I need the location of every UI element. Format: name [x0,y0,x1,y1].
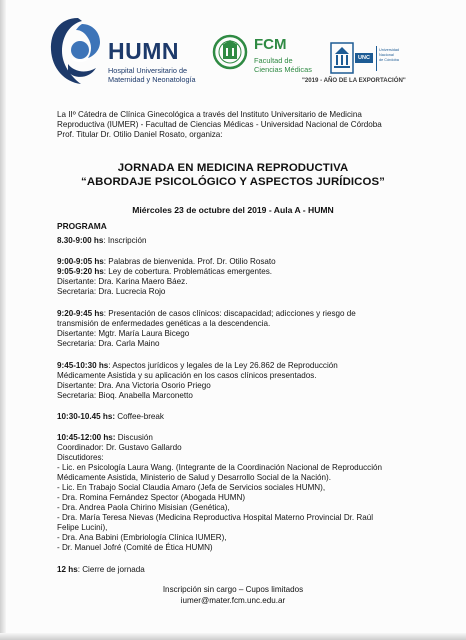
schedule-detail: Discutidores: [57,453,104,462]
schedule-time: 9:20-9:45 hs [57,309,104,318]
discussant-item: - Dra. Ana Babini (Embriología Clínica IUMER), [57,533,227,542]
intro-line-3: Prof. Titular Dr. Otilio Daniel Rosato, organiza: [57,130,223,139]
discussant-item: - Lic. En Trabajo Social Claudia Amaro (Jefa de Servicios sociales HUMN), [57,483,326,492]
discussant-item: - Lic. en Psicología Laura Wang. (Integrante de la Coordinación Nacional de Reproducción [57,463,382,472]
schedule-time: 9:45-10:30 hs [57,361,109,370]
schedule-detail: Secretaria: Dra. Carla Maino [57,339,160,348]
unc-text-3: de Córdoba [379,58,399,62]
schedule-text: : Inscripción [103,236,147,245]
fcm-title: FCM [254,36,287,53]
programa-heading: PROGRAMA [57,221,107,231]
intro-line-1: La IIº Cátedra de Clínica Ginecológica a través del Instituto Universitario de Medicina [57,110,362,119]
schedule-time: 9:05-9:20 hs [57,267,104,276]
event-date-line: Miércoles 23 de octubre del 2019 - Aula A - HUMN [132,205,334,215]
schedule-detail: transmisión de enfermedades genéticas a la descendencia. [57,319,271,328]
mother-baby-emblem-icon [48,14,106,88]
registration-note: Inscripción sin cargo – Cupos limitados [162,585,304,594]
year-label: "2019 - AÑO DE LA EXPORTACIÓN" [302,77,406,84]
fcm-subtitle-2: Ciencias Médicas [254,65,312,74]
schedule-time: 10:45-12:00 hs: [57,433,116,442]
schedule-item [57,412,164,422]
discussant-item: - Dra. Romina Fernández Spector (Abogada HUMN) [57,493,246,502]
fcm-logo [212,32,322,76]
schedule-detail: Disertante: Dra. Ana Victoria Osorio Priego [57,381,211,390]
contact-email: iumer@mater.fcm.unc.edu.ar [180,596,286,605]
schedule-text: Coffee-break [115,412,164,421]
schedule-time: 12 hs [57,565,78,574]
schedule-detail: Médicamente Asistida y su aplicación en los casos clínicos presentados. [57,371,317,380]
schedule-detail: Secretaria: Bioq. Anabella Marconetto [57,391,193,400]
schedule-item [57,267,272,277]
humn-subtitle-2: Maternidad y Neonatología [108,75,196,84]
discussant-item: Médicamente Asistida, Ministerio de Salud y Desarrollo Social de la Nación). [57,473,331,482]
humn-logo [48,14,213,88]
event-subtitle: “ABORDAJE PSICOLÓGICO Y ASPECTOS JURÍDICOS” [81,176,385,188]
schedule-detail: Disertante: Mgtr. María Laura Bicego [57,329,190,338]
discussant-item: - Dra. Andrea Paola Chirino Misisian (Genética), [57,503,230,512]
schedule-detail: Coordinador: Dr. Gustavo Gallardo [57,443,182,452]
discussant-item: Felipe Lucini), [57,523,108,532]
humn-title: HUMN [108,38,179,64]
unc-text-1: Universidad [379,48,400,52]
schedule-detail: Secretaria: Dra. Lucrecia Rojo [57,287,166,296]
university-building-icon [330,42,354,74]
schedule-text: : Palabras de bienvenida. Prof. Dr. Otilio Rosato [103,257,276,266]
humn-subtitle-1: Hospital Universitario de [108,66,188,75]
intro-line-2: Reproductiva (IUMER) - Facultad de Ciencias Médicas - Universidad Nacional de Córdoba [57,120,382,129]
schedule-detail: Disertante: Dra. Karina Maero Báez. [57,277,188,286]
discussant-item: - Dr. Manuel Jofré (Comité de Ética HUMN) [57,543,213,552]
schedule-item [57,236,147,246]
unc-badge: UNC [355,53,373,63]
schedule-item [57,433,153,443]
schedule-text: : Ley de cobertura. Problemáticas emergentes. [103,267,273,276]
schedule-item [57,257,276,267]
schedule-text: : Cierre de jornada [77,565,145,574]
schedule-text: Discusión [115,433,153,442]
fcm-subtitle-1: Facultad de [254,56,293,65]
schedule-time: 9:00-9:05 hs [57,257,104,266]
page-bottom-edge [0,633,466,640]
faculty-seal-icon [212,32,248,72]
discussant-item: - Dra. María Teresa Nievas (Medicina Reproductiva Hospital Materno Provincial Dr. Raúl [57,513,374,522]
page-edge-shadow [0,0,6,640]
unc-text-2: Nacional [379,53,394,57]
event-title: JORNADA EN MEDICINA REPRODUCTIVA [117,162,349,174]
schedule-item [57,361,338,371]
schedule-time: 10:30-10.45 hs: [57,412,116,421]
schedule-text: : Aspectos jurídicos y legales de la Ley 26.862 de Reproducción [108,361,338,370]
schedule-time: 8.30-9:00 hs [57,236,104,245]
unc-logo [330,42,430,74]
schedule-item [57,309,356,319]
schedule-item [57,565,145,575]
schedule-text: : Presentación de casos clínicos: discapacidad; adicciones y riesgo de [103,309,356,318]
unc-divider [376,46,377,71]
